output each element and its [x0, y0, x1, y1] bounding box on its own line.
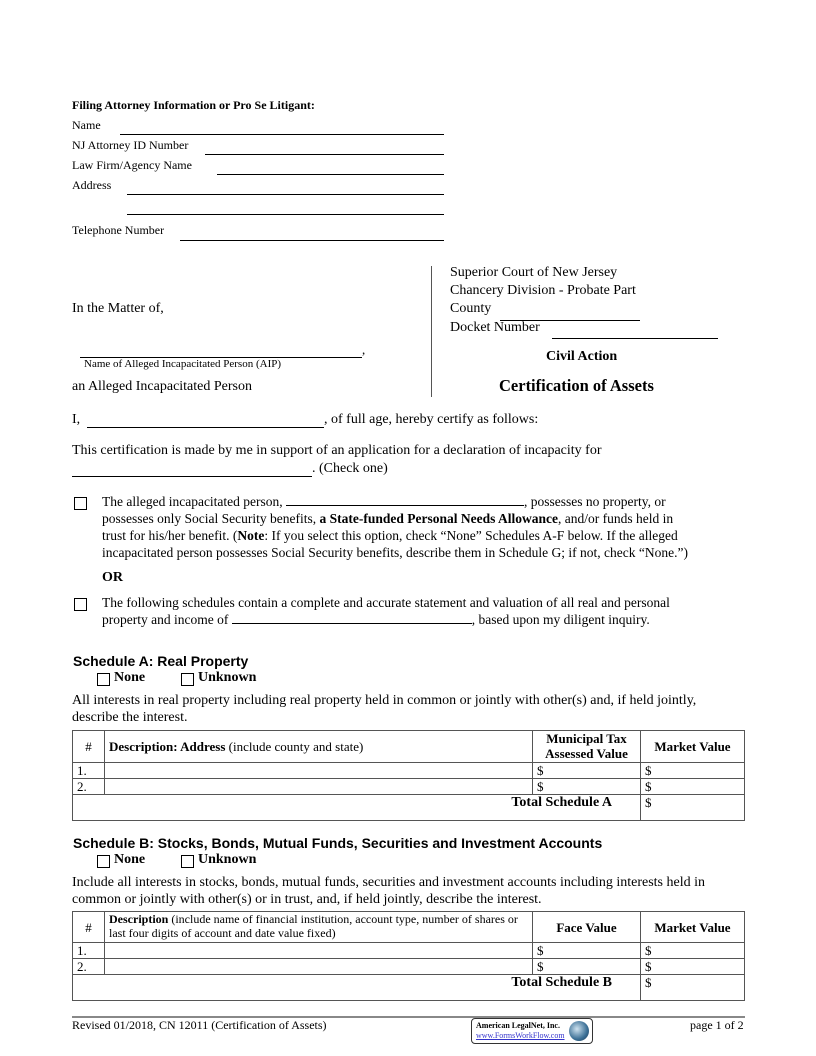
- desc-note: (include name of financial institution, account type, number of shares or last four digits of account and date value fixed): [109, 912, 518, 940]
- aip-text: an Alleged Incapacitated Person: [72, 379, 252, 394]
- page-number: page 1 of 2: [690, 1018, 744, 1032]
- footer-revised: Revised 01/2018, CN 12011 (Certification of Assets): [72, 1018, 327, 1032]
- col-num: #: [73, 912, 105, 943]
- table-row: [73, 763, 745, 779]
- address-field-2[interactable]: [127, 214, 444, 215]
- row-desc[interactable]: [105, 959, 533, 975]
- table-row: [73, 959, 745, 975]
- or-label: OR: [102, 570, 123, 585]
- address-label: Address: [72, 178, 112, 192]
- col-market-value: Market Value: [641, 731, 745, 763]
- comma: ,: [362, 342, 366, 357]
- matter-label: In the Matter of,: [72, 301, 164, 316]
- row-num: 1.: [73, 943, 105, 959]
- table-row: [73, 779, 745, 795]
- schedule-b-table: [72, 911, 745, 1001]
- opt1-g: incapacitated person possesses Social Security benefits, describe them in Schedule G; if not, check “None.”): [102, 545, 688, 560]
- schedule-b-desc1: Include all interests in stocks, bonds, mutual funds, securities and investment accounts including interests held in: [72, 875, 705, 890]
- opt1-note: Note: [237, 528, 265, 543]
- row-value[interactable]: $: [533, 779, 641, 795]
- row-market[interactable]: $: [641, 943, 745, 959]
- col-num: #: [73, 731, 105, 763]
- civil-action: Civil Action: [546, 349, 618, 364]
- attorney-id-field[interactable]: [205, 154, 444, 155]
- name-field[interactable]: [120, 134, 444, 135]
- row-market[interactable]: $: [641, 763, 745, 779]
- schedule-a-title: Schedule A: Real Property: [73, 653, 249, 669]
- docket-field[interactable]: [552, 338, 718, 339]
- court-line1: Superior Court of New Jersey: [450, 265, 618, 280]
- total-value[interactable]: $: [641, 975, 745, 1001]
- option1-checkbox[interactable]: [74, 497, 87, 510]
- col-description: [105, 731, 533, 763]
- address-field-1[interactable]: [127, 194, 444, 195]
- desc-note: (include county and state): [225, 739, 364, 754]
- incapacity-name-field[interactable]: [72, 476, 312, 477]
- opt2-a: The following schedules contain a complete and accurate statement and valuation of all real and personal: [102, 595, 670, 610]
- row-desc[interactable]: [105, 763, 533, 779]
- schedule-b-title: Schedule B: Stocks, Bonds, Mutual Funds, Securities and Investment Accounts: [73, 835, 603, 851]
- attorney-id-label: NJ Attorney ID Number: [72, 138, 189, 152]
- table-row: [73, 943, 745, 959]
- opt1-c: possesses only Social Security benefits,: [102, 511, 317, 526]
- row-value[interactable]: $: [533, 943, 641, 959]
- logo-name: American LegalNet, Inc.: [476, 1021, 560, 1030]
- schedule-b-none-checkbox[interactable]: [97, 855, 110, 868]
- option1-text: [102, 493, 747, 561]
- col-description: [105, 912, 533, 943]
- telephone-field[interactable]: [180, 240, 444, 241]
- court-line2: Chancery Division - Probate Part: [450, 283, 636, 298]
- desc-bold: Description: Address: [109, 739, 226, 754]
- schedule-b-unknown-checkbox[interactable]: [181, 855, 194, 868]
- total-label: Total Schedule A: [73, 795, 641, 821]
- schedule-b-none-label: None: [114, 852, 146, 867]
- opt1-a: The alleged incapacitated person,: [102, 494, 283, 509]
- name-label: Name: [72, 118, 101, 132]
- opt2-c: , based upon my diligent inquiry.: [471, 612, 650, 627]
- row-value[interactable]: $: [533, 959, 641, 975]
- american-legalnet-logo[interactable]: [471, 1018, 593, 1044]
- total-value[interactable]: $: [641, 795, 745, 821]
- caption-divider: [431, 266, 432, 397]
- schedule-b-unknown-label: Unknown: [198, 852, 257, 867]
- desc-bold: Description: [109, 912, 169, 926]
- schedule-a-unknown-checkbox[interactable]: [181, 673, 194, 686]
- certifier-i: I,: [72, 412, 81, 427]
- full-age-text: , of full age, hereby certify as follows:: [324, 412, 539, 427]
- telephone-label: Telephone Number: [72, 223, 165, 237]
- county-label: County: [450, 301, 492, 316]
- docket-label: Docket Number: [450, 320, 540, 335]
- opt1-e: trust for his/her benefit. (: [102, 528, 238, 543]
- col-market-value: Market Value: [641, 912, 745, 943]
- row-desc[interactable]: [105, 779, 533, 795]
- schedule-a-table: [72, 730, 745, 821]
- firm-label: Law Firm/Agency Name: [72, 158, 192, 172]
- row-market[interactable]: $: [641, 779, 745, 795]
- certifier-name-field[interactable]: [87, 427, 324, 428]
- opt1-d: , and/or funds held in: [557, 511, 674, 526]
- option2-checkbox[interactable]: [74, 598, 87, 611]
- opt1-bold: a State-funded Personal Needs Allowance: [319, 511, 558, 526]
- total-label: Total Schedule B: [73, 975, 641, 1001]
- aip-name-label: Name of Alleged Incapacitated Person (AIP): [84, 358, 282, 370]
- opt1-b: , possesses no property, or: [524, 494, 666, 509]
- row-desc[interactable]: [105, 943, 533, 959]
- row-num: 1.: [73, 763, 105, 779]
- cert-line: This certification is made by me in support of an application for a declaration of incapacity for: [72, 443, 602, 458]
- logo-url[interactable]: www.FormsWorkFlow.com: [476, 1031, 565, 1040]
- schedule-a-unknown-label: Unknown: [198, 670, 257, 685]
- row-num: 2.: [73, 959, 105, 975]
- schedule-a-none-checkbox[interactable]: [97, 673, 110, 686]
- schedule-a-desc2: describe the interest.: [72, 710, 188, 725]
- option2-text: [102, 594, 747, 628]
- col-face-value: Face Value: [533, 912, 641, 943]
- globe-icon: [569, 1021, 589, 1041]
- schedule-b-desc2: common or jointly with other(s) or in trust, and, if held jointly, describe the interest.: [72, 892, 542, 907]
- row-value[interactable]: $: [533, 763, 641, 779]
- filing-heading: Filing Attorney Information or Pro Se Litigant:: [72, 98, 315, 112]
- opt1-f: : If you select this option, check “None” Schedules A-F below. If the alleged: [264, 528, 678, 543]
- option1-name-field[interactable]: [286, 493, 524, 506]
- row-num: 2.: [73, 779, 105, 795]
- schedule-a-none-label: None: [114, 670, 146, 685]
- schedule-a-desc1: All interests in real property including real property held in common or jointly with other(s) and, if held jointly,: [72, 693, 697, 708]
- col-tax-value: Municipal Tax Assessed Value: [533, 731, 641, 763]
- form-title: Certification of Assets: [499, 376, 654, 395]
- option2-name-field[interactable]: [232, 611, 472, 624]
- row-market[interactable]: $: [641, 959, 745, 975]
- firm-field[interactable]: [217, 174, 444, 175]
- check-one: . (Check one): [312, 461, 388, 476]
- opt2-b: property and income of: [102, 612, 229, 627]
